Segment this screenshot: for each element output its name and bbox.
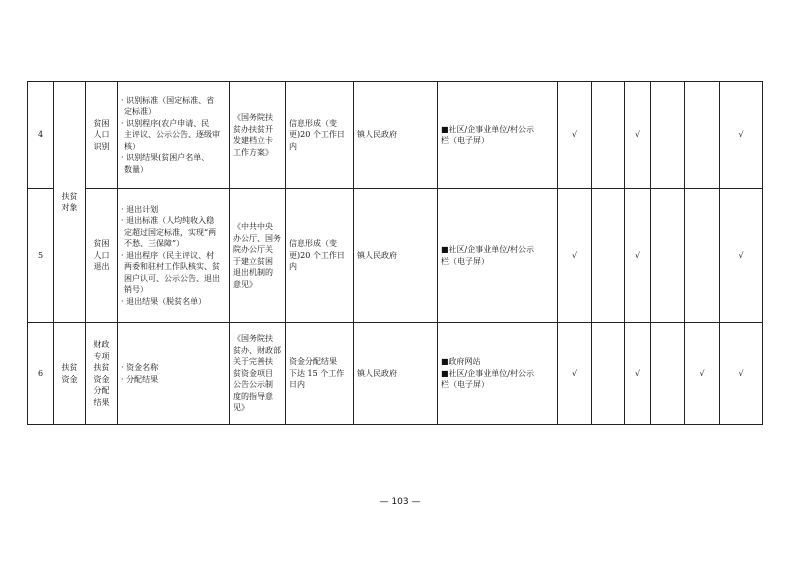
content-line: · 退出程序（民主评议、村: [121, 250, 215, 260]
category-cell: [54, 323, 86, 425]
category-text: 扶贫: [61, 191, 78, 201]
subject-cell: 镇人民政府: [354, 323, 438, 425]
time-line: 更)20 个工作日内: [289, 130, 345, 151]
basis-cell: [230, 82, 286, 189]
check-cell: √: [720, 323, 763, 425]
basis-line: 贫办、财政部: [233, 345, 281, 355]
time-line: 信息形成（变: [289, 118, 337, 128]
basis-line: 贫资金项目: [233, 368, 273, 378]
check-cell: √: [558, 82, 592, 189]
content-line: 不愁、三保障”）: [124, 239, 185, 249]
category-text: 资金: [61, 374, 78, 384]
time-line: 资金分配结果: [289, 357, 337, 367]
page-number: — 103 —: [379, 497, 421, 507]
item-cell: [86, 323, 118, 425]
content-line: 两委和驻村工作队核实、贫: [124, 262, 220, 272]
category-text: 扶贫: [61, 363, 78, 372]
item-text: 财政: [93, 340, 110, 349]
item-text: 退出: [93, 262, 110, 272]
channel-cell: [438, 82, 558, 189]
basis-line: 《国务院扶: [233, 113, 273, 122]
channel-cell: [438, 323, 558, 425]
content-line: · 识别结果(贫困户名单、: [121, 153, 210, 163]
basis-cell: [230, 323, 286, 425]
content-cell: [118, 189, 230, 323]
basis-line: 见》: [233, 403, 249, 413]
content-line: 数量）: [124, 164, 148, 174]
basis-line: 公告公示制: [233, 380, 273, 390]
table-row: [28, 189, 763, 323]
check-cell: √: [625, 189, 651, 323]
channel-line: 栏（电子屏）: [441, 256, 489, 266]
channel-line: ■社区/企事业单位/村公示: [441, 124, 534, 134]
disclosure-table: [27, 81, 763, 425]
content-line: 销号）: [124, 285, 148, 295]
time-cell: [286, 189, 354, 323]
item-text: 结果: [93, 397, 110, 407]
time-line: 下达 15 个工作: [289, 368, 345, 378]
time-cell: [286, 323, 354, 425]
basis-line: 《中共中央: [233, 222, 273, 231]
content-line: · 退出标准（人均纯收入稳: [121, 216, 215, 226]
check-cell: √: [625, 82, 651, 189]
check-cell: [651, 323, 685, 425]
basis-line: 退出机制的: [233, 268, 273, 277]
basis-line: 意见》: [233, 279, 257, 289]
content-line: · 识别程序(农户申请、民: [121, 118, 210, 128]
basis-line: 关于完善扶: [233, 357, 273, 367]
time-cell: [286, 82, 354, 189]
basis-line: 工作方案》: [233, 147, 273, 157]
channel-line: 栏（电子屏）: [441, 380, 489, 390]
basis-line: 院办公厅关: [233, 245, 273, 254]
check-cell: [651, 189, 685, 323]
item-cell: [86, 82, 118, 189]
channel-line: ■社区/企事业单位/村公示: [441, 245, 534, 254]
channel-line: 栏（电子屏）: [441, 136, 489, 145]
check-cell: [685, 82, 720, 189]
basis-line: 办公厅、国务: [233, 233, 281, 243]
check-cell: √: [720, 189, 763, 323]
subject-cell: 镇人民政府: [354, 189, 438, 323]
item-text: 贫困: [93, 118, 110, 128]
basis-line: 发建档立卡: [233, 136, 273, 145]
content-line: · 退出结果（脱贫名单）: [121, 296, 207, 306]
content-cell: [118, 323, 230, 425]
check-cell: √: [558, 323, 592, 425]
basis-line: 贫办扶贫开: [233, 124, 273, 134]
item-cell: [86, 189, 118, 323]
row-number: 6: [28, 323, 54, 425]
item-text: 贫困: [93, 239, 110, 249]
content-line: 定标准）: [124, 107, 156, 117]
item-text: 资金: [93, 374, 110, 384]
check-cell: √: [625, 323, 651, 425]
row-number: 5: [28, 189, 54, 323]
table-row: [28, 82, 763, 189]
category-cell: [54, 82, 86, 323]
channel-cell: [438, 189, 558, 323]
content-line: 困户认可、公示公告、退出: [124, 273, 220, 283]
content-line: 核）: [124, 141, 140, 151]
check-cell: [592, 189, 625, 323]
content-line: · 分配结果: [121, 374, 159, 384]
check-cell: [685, 189, 720, 323]
content-line: 主评议、公示公告、逐级审: [124, 130, 220, 140]
check-cell: [592, 82, 625, 189]
time-line: 信息形成（变: [289, 239, 337, 249]
channel-line: ■社区/企事业单位/村公示: [441, 368, 534, 378]
item-text: 人口: [93, 250, 110, 260]
basis-cell: [230, 189, 286, 323]
check-cell: [651, 82, 685, 189]
subject-cell: 镇人民政府: [354, 82, 438, 189]
time-line: 日内: [289, 380, 305, 390]
content-line: 定超过国定标准，实现“两: [124, 227, 217, 237]
item-text: 识别: [93, 141, 110, 151]
content-cell: [118, 82, 230, 189]
content-line: · 识别标准（国定标准、省: [121, 95, 215, 105]
table-row: [28, 323, 763, 425]
category-text: 对象: [61, 203, 78, 212]
basis-line: 《国务院扶: [233, 334, 273, 344]
check-cell: √: [685, 323, 720, 425]
basis-line: 于建立贫困: [233, 256, 273, 266]
basis-line: 度的指导意: [233, 391, 273, 401]
time-line: 更)20 个工作日内: [289, 250, 345, 272]
item-text: 扶贫: [93, 363, 110, 372]
check-cell: √: [720, 82, 763, 189]
item-text: 人口: [93, 130, 110, 140]
check-cell: [592, 323, 625, 425]
content-line: · 退出计划: [121, 204, 159, 214]
check-cell: √: [558, 189, 592, 323]
item-text: 专项: [93, 351, 110, 361]
item-text: 分配: [93, 386, 110, 395]
channel-line: ■政府网站: [441, 357, 481, 367]
content-line: · 资金名称: [121, 363, 159, 372]
row-number: 4: [28, 82, 54, 189]
